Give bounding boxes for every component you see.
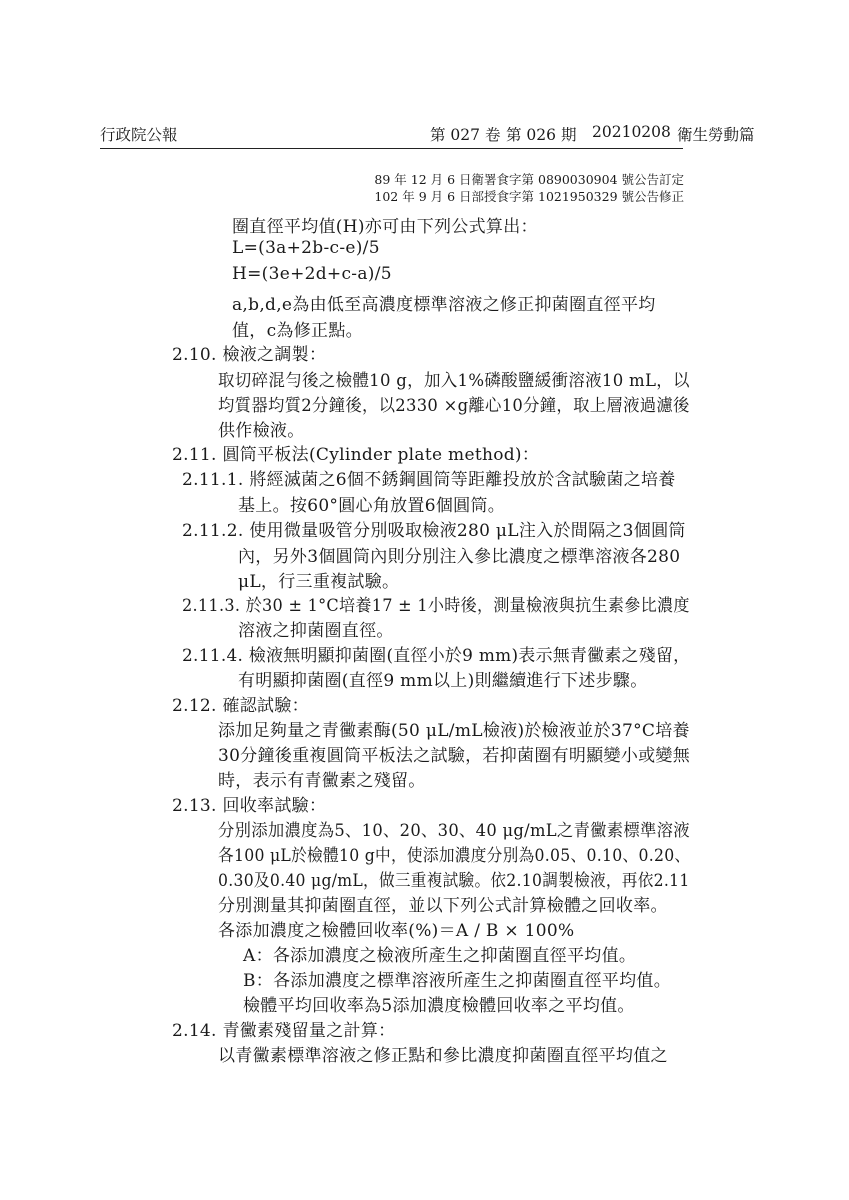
body-line: 基上。按60°圓心角放置6個圓筒。 <box>238 496 506 516</box>
reference-line-2: 102 年 9 月 6 日部授食字第 1021950329 號公告修正 <box>374 189 684 204</box>
formula-definition-b: B：各添加濃度之標準溶液所產生之抑菌圈直徑平均值。 <box>243 971 671 991</box>
section-heading-2-13: 2.13. 回收率試驗： <box>172 796 327 816</box>
body-line: 檢體平均回收率為5添加濃度檢體回收率之平均值。 <box>243 996 635 1016</box>
body-line: a,b,d,e為由低至高濃度標準溶液之修正抑菌圈直徑平均 <box>232 295 656 315</box>
body-line: 添加足夠量之青黴素酶(50 μL/mL檢液)於檢液並於37°C培養 <box>218 721 690 741</box>
body-line: 供作檢液。 <box>218 421 305 441</box>
header-rule <box>100 148 683 149</box>
section-heading-2-14: 2.14. 青黴素殘留量之計算： <box>172 1021 396 1041</box>
section-heading-2-11: 2.11. 圓筒平板法(Cylinder plate method)： <box>172 445 540 465</box>
formula-h: H=(3e+2d+c-a)/5 <box>232 264 392 284</box>
body-line: 內，另外3個圓筒內則分別注入參比濃度之標準溶液各280 <box>238 547 681 567</box>
subsection-2-11-2: 2.11.2. 使用微量吸管分別吸取檢液280 μL注入於間隔之3個圓筒 <box>182 521 686 541</box>
body-line: 值，c為修正點。 <box>232 321 363 341</box>
body-line: 以青黴素標準溶液之修正點和參比濃度抑菌圈直徑平均值之 <box>218 1046 668 1066</box>
subsection-2-11-3: 2.11.3. 於30 ± 1°C培養17 ± 1小時後，測量檢液與抗生素參比濃度 <box>182 596 690 616</box>
body-line: 均質器均質2分鐘後，以2330 ×g離心10分鐘，取上層液過濾後 <box>218 396 690 416</box>
body-line: 圈直徑平均值(H)亦可由下列公式算出： <box>232 217 538 237</box>
publication-date: 20210208 <box>592 123 671 141</box>
section-name: 衛生勞動篇 <box>677 126 755 144</box>
body-line: μL，行三重複試驗。 <box>238 572 400 592</box>
section-heading-2-10: 2.10. 檢液之調製： <box>172 345 327 365</box>
publication-title: 行政院公報 <box>100 126 178 144</box>
body-line: 30分鐘後重複圓筒平板法之試驗，若抑菌圈有明顯變小或變無 <box>218 746 691 766</box>
issue-number: 第 026 期 <box>506 126 577 144</box>
formula-definition-a: A：各添加濃度之檢液所產生之抑菌圈直徑平均值。 <box>243 946 637 966</box>
body-line: 分別測量其抑菌圈直徑，並以下列公式計算檢體之回收率。 <box>218 896 668 916</box>
subsection-2-11-4: 2.11.4. 檢液無明顯抑菌圈(直徑小於9 mm)表示無青黴素之殘留， <box>182 646 691 666</box>
section-heading-2-12: 2.12. 確認試驗： <box>172 696 309 716</box>
body-line: 0.30及0.40 μg/mL，做三重複試驗。依2.10調製檢液，再依2.11 <box>218 871 690 891</box>
body-line: 溶液之抑菌圈直徑。 <box>238 621 394 641</box>
body-line: 分別添加濃度為5、10、20、30、40 μg/mL之青黴素標準溶液 <box>218 821 690 841</box>
body-line: 各100 μL於檢體10 g中，使添加濃度分別為0.05、0.10、0.20、 <box>218 846 691 866</box>
formula-l: L=(3a+2b-c-e)/5 <box>232 238 380 258</box>
subsection-2-11-1: 2.11.1. 將經滅菌之6個不銹鋼圓筒等距離投放於含試驗菌之培養 <box>182 470 676 490</box>
reference-line-1: 89 年 12 月 6 日衛署食字第 0890030904 號公告訂定 <box>374 172 684 187</box>
volume-number: 第 027 卷 <box>430 126 501 144</box>
body-line: 有明顯抑菌圈(直徑9 mm以上)則繼續進行下述步驟。 <box>238 671 648 691</box>
body-line: 時，表示有青黴素之殘留。 <box>218 771 426 791</box>
body-line: 取切碎混勻後之檢體10 g，加入1%磷酸鹽緩衝溶液10 mL，以 <box>218 371 690 391</box>
recovery-formula: 各添加濃度之檢體回收率(%)＝A / B × 100% <box>218 921 575 941</box>
